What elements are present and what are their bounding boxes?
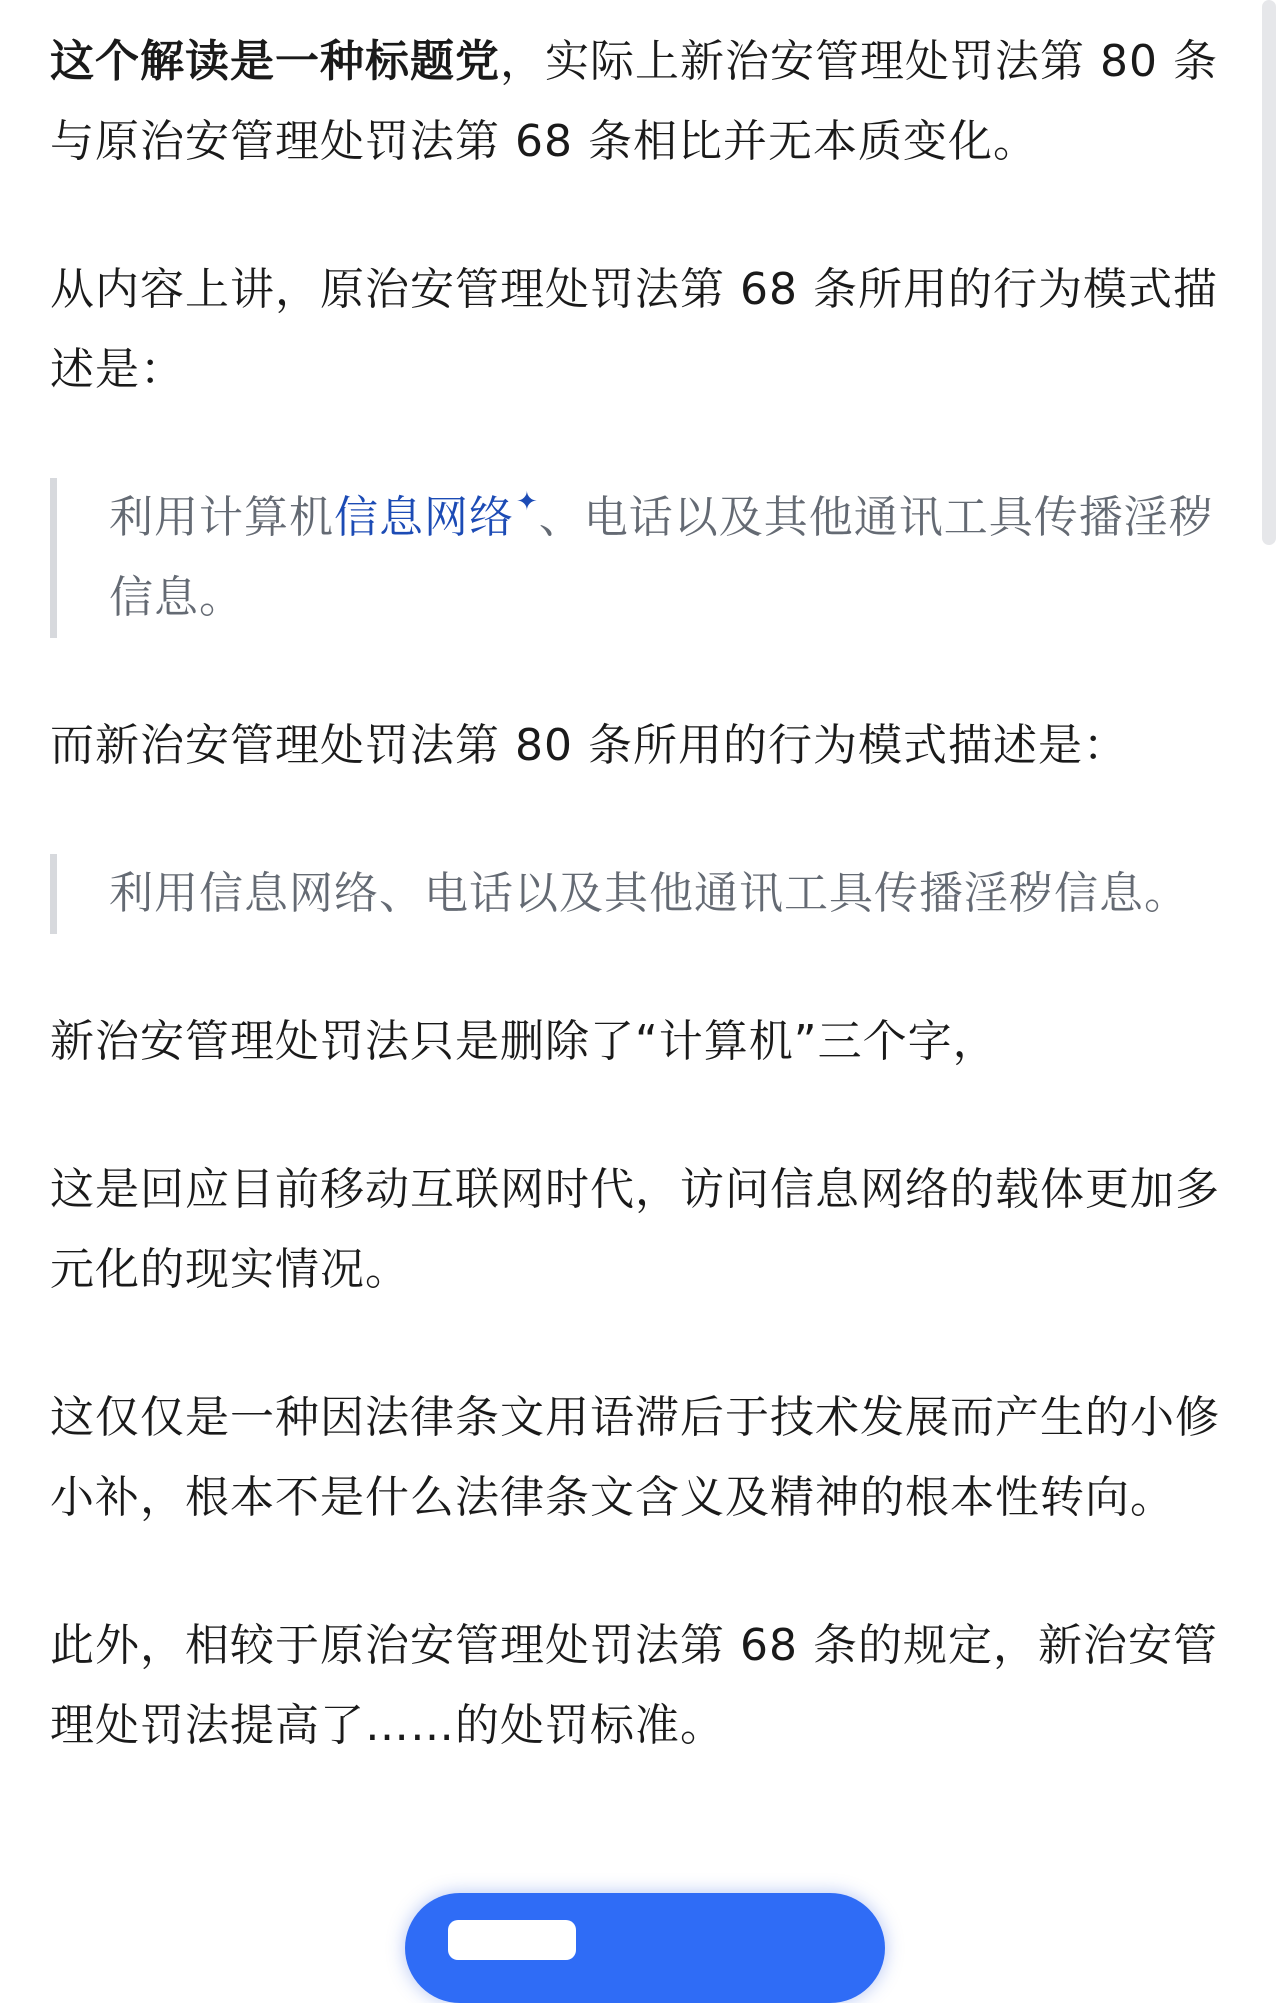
- paragraph-4: 新治安管理处罚法只是删除了“计算机”三个字，: [50, 1016, 998, 1067]
- floating-bar-chip[interactable]: [448, 1920, 576, 1960]
- paragraph-7: 此外，相较于原治安管理处罚法第 68 条的规定，新治安管理处罚法提高了……的处罚标准。: [50, 1620, 1218, 1751]
- sparkle-icon[interactable]: ✦: [516, 487, 539, 517]
- article-body: [50, 22, 1240, 1834]
- paragraph-6: 这仅仅是一种因法律条文用语滞后于技术发展而产生的小修小补，根本不是什么法律条文含义及精神的根本性转向。: [50, 1392, 1220, 1523]
- paragraph-2: 从内容上讲，原治安管理处罚法第 68 条所用的行为模式描述是：: [50, 264, 1218, 395]
- paragraph-3: 而新治安管理处罚法第 80 条所用的行为模式描述是：: [50, 720, 1128, 771]
- blockquote-old-law: [50, 478, 1240, 638]
- paragraph-1: [50, 22, 1240, 182]
- scrollbar[interactable]: [1262, 0, 1276, 545]
- blockquote-new-law: 利用信息网络、电话以及其他通讯工具传播淫秽信息。: [50, 854, 1240, 934]
- quote-1-post: 、电话以及其他通讯工具传播淫秽信息。: [109, 492, 1214, 623]
- paragraph-1-bold: 这个解读是一种标题党: [50, 36, 500, 87]
- term-link-info-network[interactable]: 信息网络: [334, 492, 514, 543]
- paragraph-5: 这是回应目前移动互联网时代，访问信息网络的载体更加多元化的现实情况。: [50, 1164, 1220, 1295]
- quote-1-pre: 利用计算机: [109, 492, 334, 543]
- paragraph-1-text: ，实际上新治安管理处罚法第 80 条与原治安管理处罚法第 68 条相比并无本质变化。: [50, 36, 1218, 167]
